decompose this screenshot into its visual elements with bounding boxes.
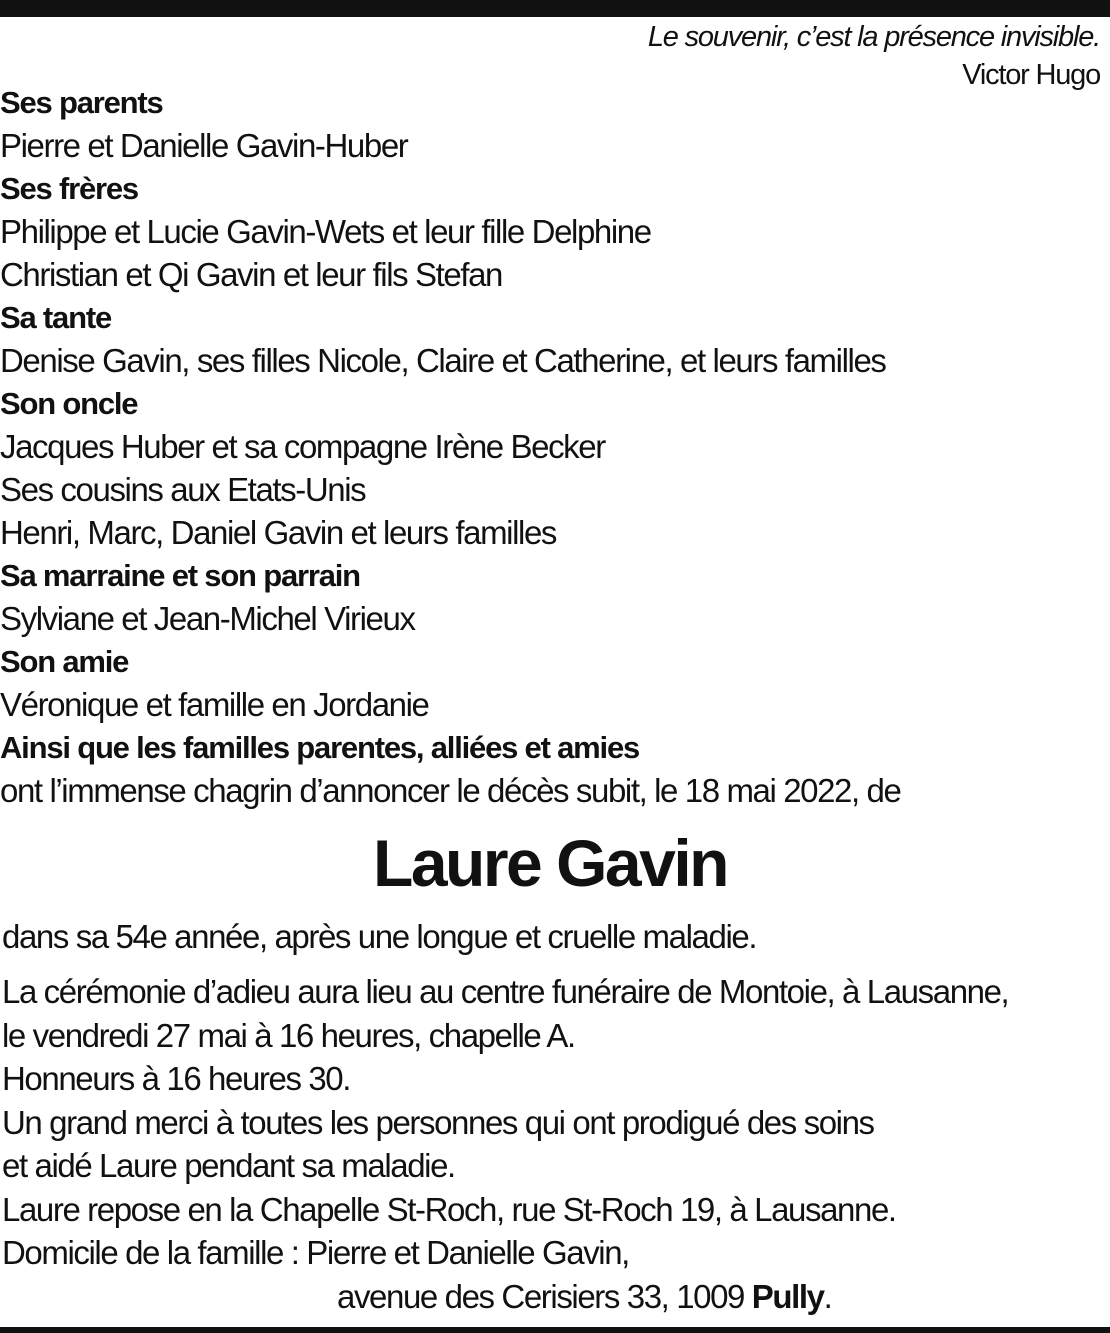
address-end: . [823,1277,832,1315]
ceremony-details [2,970,1102,1318]
family-heading: Sa tante [0,300,111,335]
address-street: avenue des Cerisiers 33, 1009 [337,1277,752,1315]
family-member-line: Henri, Marc, Daniel Gavin et leurs familles [0,514,557,551]
family-member-line: Véronique et famille en Jordanie [0,686,429,723]
family-heading: Ses frères [0,171,138,206]
family-member-line: Ses cousins aux Etats-Unis [0,471,366,508]
bottom-border-rule [0,1327,1110,1333]
family-member-line: Jacques Huber et sa compagne Irène Becker [0,428,605,465]
top-border-rule [0,0,1110,17]
family-heading: Ses parents [0,85,163,120]
epigraph-quote: Le souvenir, c’est la présence invisible. [647,21,1100,53]
deceased-name: Laure Gavin [373,826,727,900]
address-city: Pully [751,1277,824,1315]
detail-line: Honneurs à 16 heures 30. [2,1060,350,1097]
family-member-line: ont l’immense chagrin d’annoncer le décès subit, le 18 mai 2022, de [0,772,901,809]
age-statement [2,915,1102,958]
family-heading: Son oncle [0,386,138,421]
family-address [2,1275,1102,1319]
detail-line: et aidé Laure pendant sa maladie. [2,1147,455,1184]
family-member-line: Denise Gavin, ses filles Nicole, Claire et Catherine, et leurs familles [0,342,886,379]
detail-line: Domicile de la famille : Pierre et Danielle Gavin, [2,1234,629,1271]
family-heading: Ainsi que les familles parentes, alliées et amies [0,730,640,765]
detail-line: Un grand merci à toutes les personnes qui ont prodigué des soins [2,1103,874,1141]
detail-line: le vendredi 27 mai à 16 heures, chapelle A. [2,1016,575,1054]
detail-line: Laure repose en la Chapelle St-Roch, rue St-Roch 19, à Lausanne. [2,1190,896,1228]
family-list [0,81,1110,812]
family-member-line: Philippe et Lucie Gavin-Wets et leur fille Delphine [0,213,651,250]
age-line: dans sa 54e année, après une longue et cruelle maladie. [2,918,757,955]
family-heading: Sa marraine et son parrain [0,558,360,593]
family-member-line: Sylviane et Jean-Michel Virieux [0,600,415,637]
family-heading: Son amie [0,644,129,679]
epigraph-author: Victor Hugo [962,59,1100,91]
family-member-line: Christian et Qi Gavin et leur fils Stefan [0,256,503,293]
family-member-line: Pierre et Danielle Gavin-Huber [0,127,408,164]
detail-line: La cérémonie d’adieu aura lieu au centre funéraire de Montoie, à Lausanne, [2,973,1009,1010]
